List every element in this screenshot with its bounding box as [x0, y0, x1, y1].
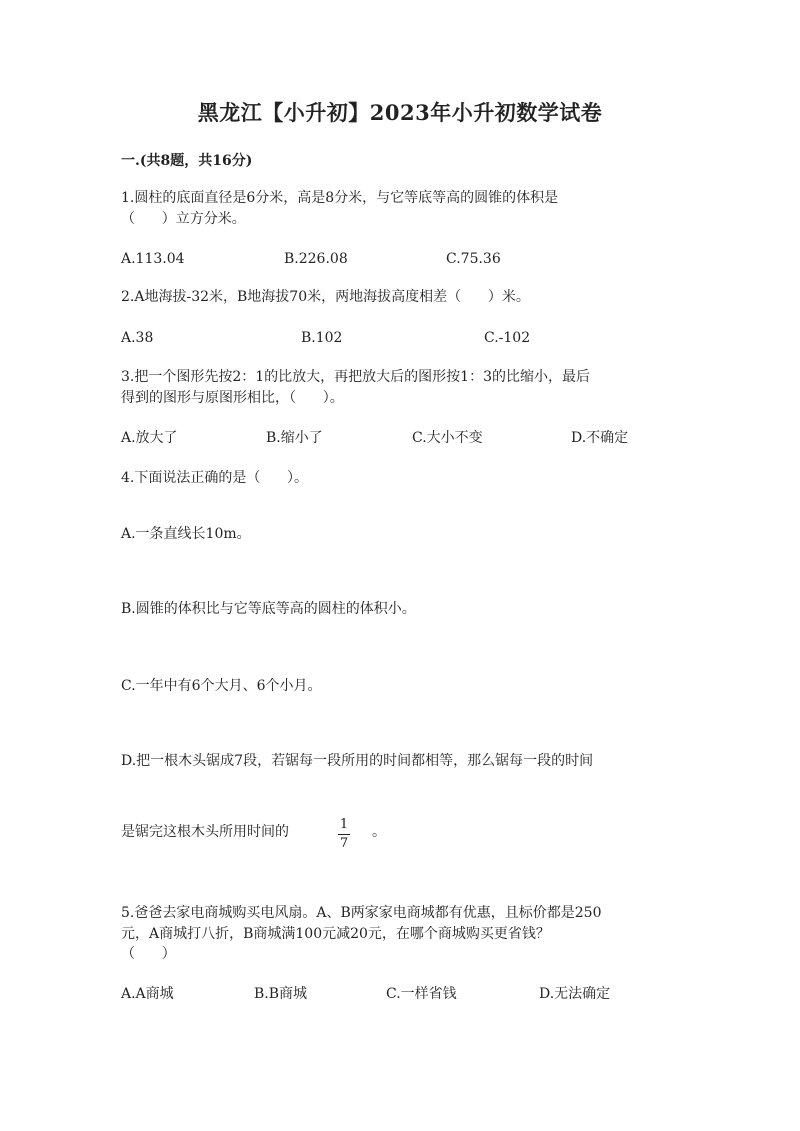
question-3-line-1: 3.把一个图形先按2：1的比放大，再把放大后的图形按1：3的比缩小，最后 [121, 369, 590, 385]
q5-option-d: D.无法确定 [539, 986, 611, 1002]
q3-option-d: D.不确定 [571, 430, 629, 446]
question-4-line-1: 4.下面说法正确的是（ ）。 [121, 470, 309, 486]
q4-option-b: B.圆锥的体积比与它等底等高的圆柱的体积小。 [121, 601, 416, 617]
q3-option-b: B.缩小了 [266, 430, 323, 446]
question-5-line-3: （ ） [121, 946, 176, 962]
q5-option-a: A.A商城 [121, 986, 174, 1002]
fraction-one-seventh [336, 818, 352, 851]
q2-option-b: B.102 [301, 330, 343, 346]
q4-option-a: A.一条直线长10m。 [121, 526, 251, 542]
q4-option-d-end: 。 [372, 824, 386, 840]
question-3-line-2: 得到的图形与原图形相比，（ ）。 [121, 390, 344, 406]
q1-option-b: B.226.08 [284, 251, 348, 267]
q4-option-d-line-1: D.把一根木头锯成7段，若锯每一段所用的时间都相等，那么锯每一段的时间 [121, 753, 594, 769]
q3-option-a: A.放大了 [121, 430, 178, 446]
q5-option-c: C.一样省钱 [386, 986, 457, 1002]
q4-option-d-line-2: 是锯完这根木头所用时间的 [121, 824, 289, 840]
q3-option-c: C.大小不变 [412, 430, 483, 446]
q2-option-a: A.38 [121, 330, 154, 346]
fraction-denominator: 7 [339, 836, 349, 851]
q2-option-c: C.-102 [484, 330, 531, 346]
q1-option-a: A.113.04 [121, 251, 185, 267]
question-5-line-2: 元，A商城打八折，B商城满100元减20元，在哪个商城购买更省钱？ [121, 926, 550, 942]
question-1-line-1: 1.圆柱的底面直径是6分米，高是8分米，与它等底等高的圆锥的体积是 [121, 190, 559, 206]
q1-option-c: C.75.36 [446, 251, 501, 267]
fraction-numerator: 1 [339, 817, 349, 832]
section-title: 一.(共8题，共16分) [121, 153, 253, 169]
question-5-line-1: 5.爸爸去家电商城购买电风扇。A、B两家家电商城都有优惠，且标价都是250 [121, 905, 602, 921]
q4-option-c: C.一年中有6个大月、6个小月。 [121, 678, 322, 694]
question-2-line-1: 2.A地海拔-32米，B地海拔70米，两地海拔高度相差（ ）米。 [121, 289, 530, 305]
page-title: 黑龙江【小升初】2023年小升初数学试卷 [197, 100, 603, 125]
fraction-bar [338, 834, 350, 835]
question-1-line-2: （ ）立方分米。 [121, 211, 246, 227]
q5-option-b: B.B商城 [254, 986, 308, 1002]
